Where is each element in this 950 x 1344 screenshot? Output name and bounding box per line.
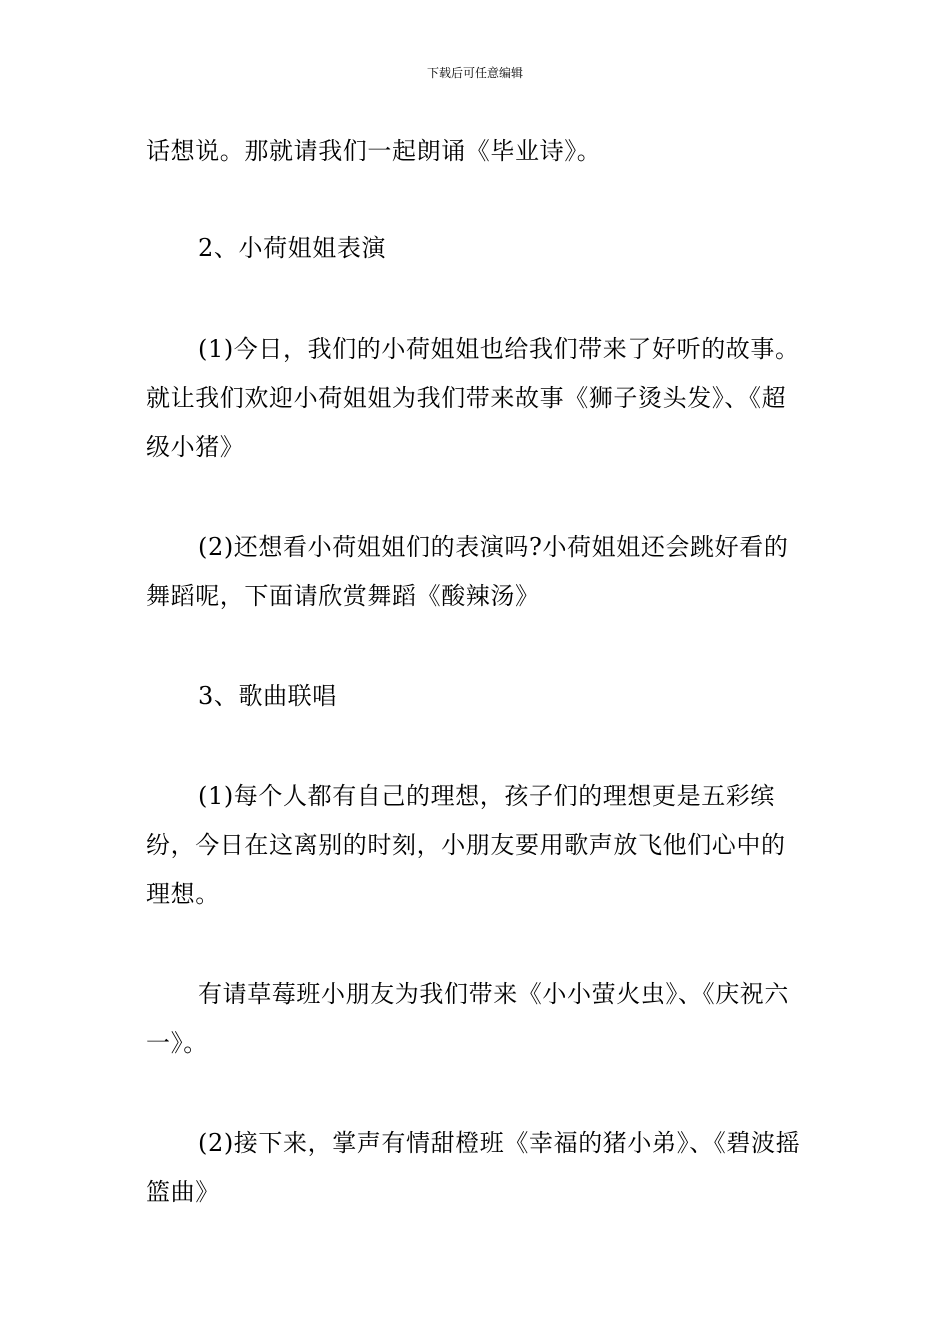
- paragraph-dreams: (1)每个人都有自己的理想，孩子们的理想更是五彩缤纷，今日在这离别的时刻，小朋友要用歌声放飞他们心中的理想。: [146, 782, 786, 908]
- paragraph-orange-class: (2)接下来，掌声有情甜橙班《幸福的猪小弟》、《碧波摇篮曲》: [146, 1129, 801, 1206]
- section-heading-3: 3、歌曲联唱: [198, 682, 337, 710]
- page-header-note: 下载后可任意编辑: [426, 66, 523, 80]
- paragraph-story: (1)今日，我们的小荷姐姐也给我们带来了好听的故事。就让我们欢迎小荷姐姐为我们带来故事《狮子烫头发》、《超级小猪》: [146, 335, 800, 461]
- paragraph-dance: (2)还想看小荷姐姐们的表演吗?小荷姐姐还会跳好看的舞蹈呢，下面请欣赏舞蹈《酸辣汤》: [146, 533, 789, 610]
- paragraph-strawberry-class: 有请草莓班小朋友为我们带来《小小萤火虫》、《庆祝六一》。: [146, 980, 789, 1057]
- section-heading-2: 2、小荷姐姐表演: [198, 234, 387, 262]
- paragraph-continuation: 话想说。那就请我们一起朗诵《毕业诗》。: [146, 137, 602, 165]
